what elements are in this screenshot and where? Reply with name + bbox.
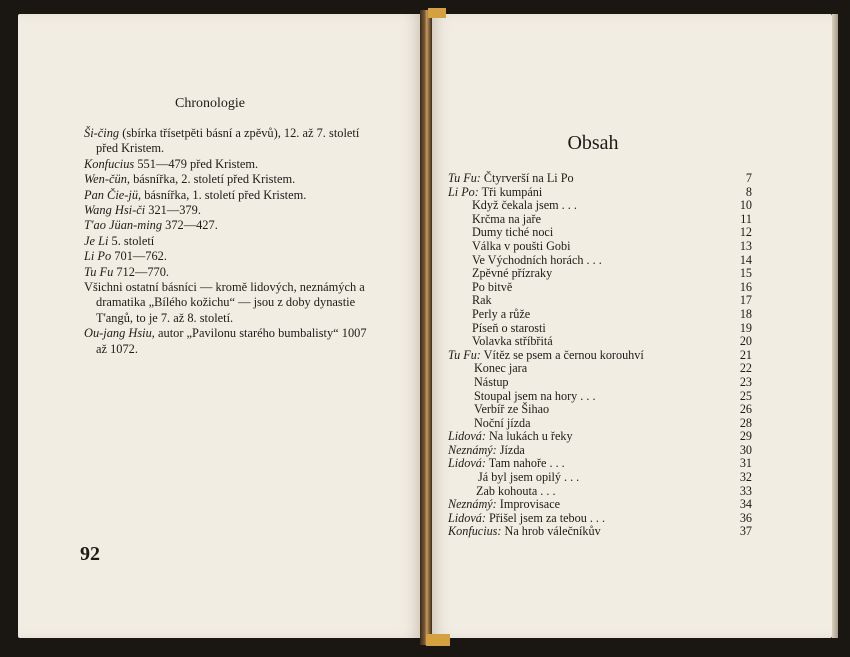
entry-text: autor „Pavilonu starého bumbalisty“ 1007 až 1072.	[96, 326, 367, 356]
toc-page-number: 19	[739, 320, 752, 335]
toc-entry	[448, 471, 754, 485]
toc-poem-title: Jízda	[496, 442, 525, 457]
entry-text: básnířka, 1. století před Kristem.	[141, 187, 307, 202]
toc-page-number: 32	[739, 470, 752, 485]
toc-poem-title: Nástup	[474, 374, 509, 389]
toc-poem-title: Zpěvné přízraky	[472, 266, 553, 281]
toc-page-number: 34	[739, 497, 752, 512]
toc-author: Lidová:	[448, 456, 486, 471]
toc-entry	[448, 281, 754, 295]
chronology-entry	[84, 326, 380, 357]
toc-poem-title: Rak	[472, 293, 492, 308]
chronology-entry	[84, 188, 380, 203]
toc-poem-title: Na lukách u řeky	[485, 429, 573, 444]
toc-page-number: 16	[739, 279, 752, 294]
entry-text: 701—762.	[111, 249, 167, 264]
toc-entry	[448, 349, 754, 363]
toc-entry	[448, 322, 754, 336]
toc-entry	[448, 390, 754, 404]
toc-entry	[448, 417, 754, 431]
toc-poem-title: Zab kohouta . . .	[476, 483, 556, 498]
toc-author: Lidová:	[448, 510, 486, 525]
toc-entry	[448, 525, 754, 539]
toc-page-number: 18	[739, 306, 752, 321]
toc-poem-title: Krčma na jaře	[472, 211, 542, 226]
chronology-list	[84, 126, 380, 357]
toc-page-number: 26	[739, 402, 752, 417]
poet-name: Konfucius	[84, 156, 135, 171]
gutter-binding-top	[428, 8, 446, 18]
toc-entry	[448, 199, 754, 213]
toc-page-number: 8	[745, 184, 752, 199]
poet-name: Wen-čün,	[84, 172, 130, 187]
entry-text: 5. století	[108, 233, 155, 248]
toc-page-number: 29	[739, 429, 752, 444]
toc-page-number: 25	[739, 388, 752, 403]
toc-author: Neznámý:	[448, 442, 497, 457]
chronology-entry	[84, 157, 380, 172]
poet-name: Tu Fu	[84, 264, 114, 279]
book-gutter	[420, 10, 432, 645]
poet-name: Li Po	[84, 249, 112, 264]
entry-text: 712—770.	[113, 264, 170, 279]
toc-page-number: 28	[739, 415, 752, 430]
contents-title: Obsah	[567, 132, 619, 154]
toc-poem-title: Píseň o starosti	[472, 320, 546, 335]
toc-page-number: 37	[739, 524, 752, 539]
poet-name: Wang Hsi-či	[84, 203, 146, 218]
poet-name: Pan Čie-jü,	[84, 187, 142, 202]
toc-entry	[448, 254, 754, 268]
chronology-entry	[84, 126, 380, 157]
toc-author: Tu Fu:	[448, 171, 481, 185]
chronology-entry	[84, 249, 380, 264]
toc-poem-title: Čtyrverší na Li Po	[480, 171, 574, 185]
toc-page-number: 14	[739, 252, 752, 267]
toc-page-number: 15	[739, 266, 752, 281]
entry-text: 551—479 před Kristem.	[134, 156, 259, 171]
toc-poem-title: Na hrob válečníkův	[501, 524, 601, 539]
chronology-entry	[84, 172, 380, 187]
entry-text: básnířka, 2. století před Kristem.	[130, 172, 296, 187]
toc-entry	[448, 376, 754, 390]
toc-page-number: 33	[739, 483, 752, 498]
gutter-binding-bottom	[426, 634, 450, 646]
toc-page-number: 20	[739, 334, 752, 349]
page-number: 92	[80, 543, 100, 565]
toc-page-number: 22	[739, 361, 752, 376]
poet-name: Ou-jang Hsiu,	[84, 326, 155, 341]
chronology-entry	[84, 203, 380, 218]
toc-poem-title: Tři kumpáni	[478, 184, 543, 199]
toc-entry	[448, 444, 754, 458]
toc-poem-title: Válka v poušti Gobi	[472, 238, 571, 253]
poet-name: Ši-čing	[84, 126, 120, 140]
toc-entry	[448, 403, 754, 417]
toc-entry	[448, 294, 754, 308]
toc-page-number: 13	[739, 238, 752, 253]
toc-page-number: 10	[739, 198, 752, 213]
chronology-entry	[84, 265, 380, 280]
toc-entry	[448, 485, 754, 499]
toc-entry	[448, 457, 754, 471]
toc-poem-title: Volavka stříbřitá	[472, 334, 553, 349]
toc-poem-title: Když čekala jsem . . .	[472, 198, 577, 213]
toc-poem-title: Po bitvě	[472, 279, 513, 294]
toc-entry	[448, 308, 754, 322]
toc-page-number: 21	[739, 347, 752, 362]
toc-entry	[448, 226, 754, 240]
poet-name: Je Li	[84, 233, 109, 248]
toc-poem-title: Já byl jsem opilý . . .	[478, 470, 580, 485]
toc-poem-title: Tam nahoře . . .	[485, 456, 565, 471]
table-of-contents	[448, 172, 754, 539]
chronology-entry	[84, 234, 380, 249]
chronology-entry	[84, 280, 380, 326]
toc-poem-title: Perly a růže	[472, 306, 531, 321]
toc-entry	[448, 498, 754, 512]
entry-text: (sbírka třísetpěti básní a zpěvů), 12. až 7. století před Kristem.	[96, 126, 360, 156]
toc-entry	[448, 240, 754, 254]
toc-page-number: 11	[740, 211, 752, 226]
entry-text: 372—427.	[162, 218, 218, 233]
entry-text: 321—379.	[145, 203, 201, 218]
toc-entry	[448, 362, 754, 376]
toc-author: Lidová:	[448, 429, 486, 444]
toc-page-number: 31	[739, 456, 752, 471]
page-edge-right	[832, 14, 838, 638]
toc-page-number: 7	[745, 171, 752, 185]
toc-poem-title: Vítěz se psem a černou korouhví	[480, 347, 644, 362]
toc-entry	[448, 430, 754, 444]
toc-poem-title: Konec jara	[474, 361, 528, 376]
toc-poem-title: Stoupal jsem na hory . . .	[474, 388, 596, 403]
toc-entry	[448, 335, 754, 349]
toc-poem-title: Přišel jsem za tebou . . .	[485, 510, 606, 525]
entry-text: Všichni ostatní básníci — kromě lidových, neznámých a dramatika „Bílého kožichu“ — jsou z doby dynastie T'angů, to je 7. až 8. století.	[84, 280, 365, 325]
chronology-entry	[84, 218, 380, 233]
toc-author: Li Po:	[448, 184, 479, 199]
toc-poem-title: Improvisace	[496, 497, 561, 512]
toc-entry	[448, 267, 754, 281]
toc-page-number: 12	[739, 225, 752, 240]
chronology-title: Chronologie	[175, 96, 245, 111]
toc-entry	[448, 172, 754, 186]
toc-entry	[448, 213, 754, 227]
toc-poem-title: Verbíř ze Šihao	[474, 402, 550, 417]
toc-page-number: 23	[739, 374, 752, 389]
toc-author: Neznámý:	[448, 497, 497, 512]
toc-author: Konfucius:	[448, 524, 502, 539]
toc-poem-title: Noční jízda	[474, 415, 531, 430]
toc-entry	[448, 186, 754, 200]
poet-name: T'ao Jüan-ming	[84, 218, 163, 233]
toc-author: Tu Fu:	[448, 347, 481, 362]
toc-page-number: 36	[739, 510, 752, 525]
toc-poem-title: Ve Východních horách . . .	[472, 252, 602, 267]
toc-page-number: 30	[739, 442, 752, 457]
toc-entry	[448, 512, 754, 526]
toc-poem-title: Dumy tiché noci	[472, 225, 554, 240]
toc-page-number: 17	[739, 293, 752, 308]
